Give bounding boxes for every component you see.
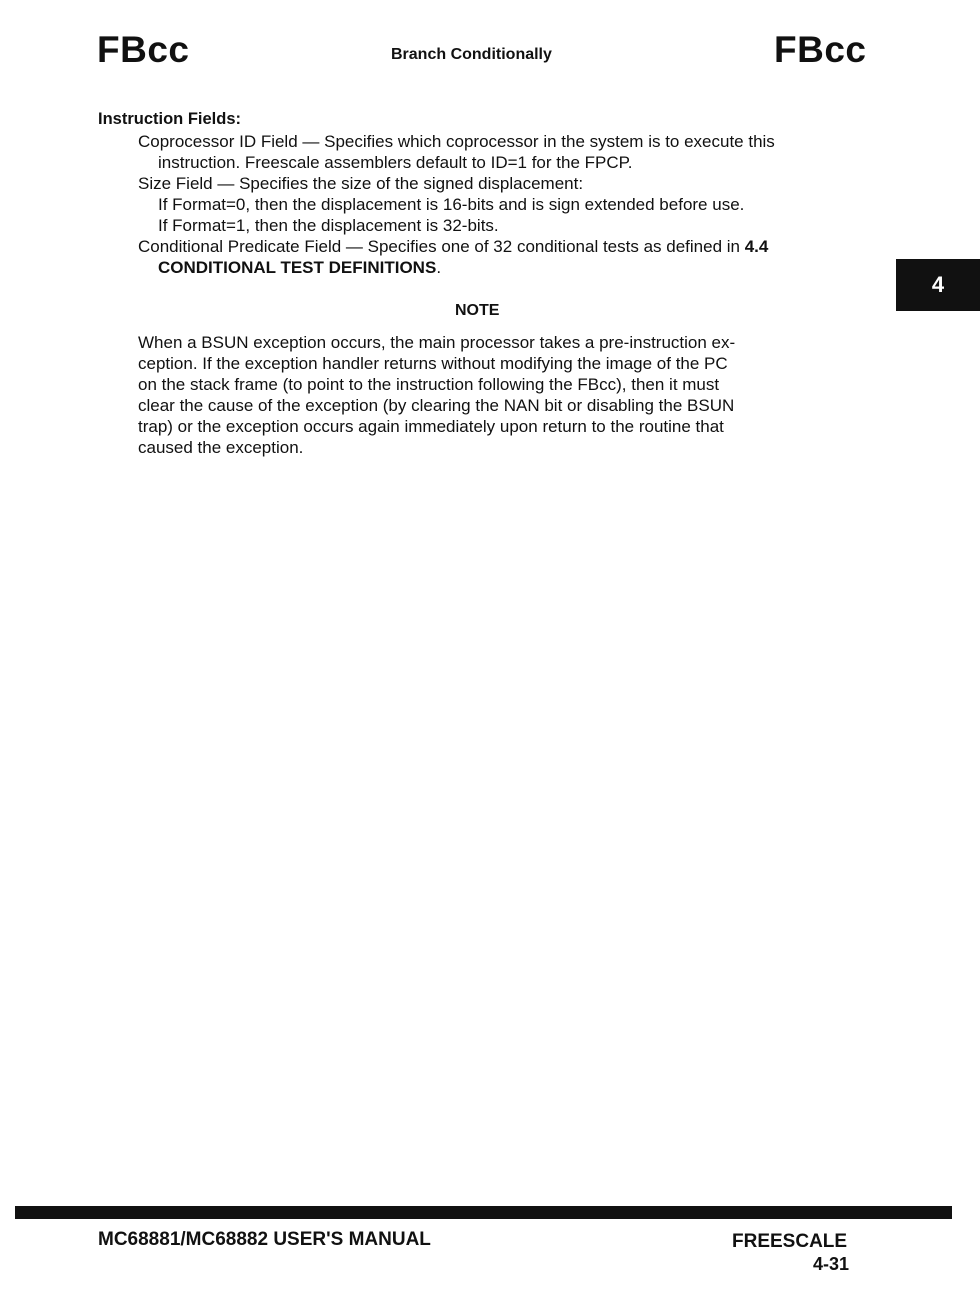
note-line-3: on the stack frame (to point to the instruction following the FBcc), then it must (138, 375, 720, 394)
section-reference-period: . (436, 258, 442, 277)
section-reference-number: 4.4 (744, 237, 769, 256)
size-field-line-1: Size Field — Specifies the size of the signed displacement: (138, 174, 584, 193)
conditional-predicate-line-2 (158, 257, 441, 278)
footer-brand: FREESCALE (732, 1231, 848, 1252)
instruction-mnemonic-right: FBcc (774, 29, 867, 70)
note-heading: NOTE (455, 302, 500, 319)
note-line-4: clear the cause of the exception (by clearing the NAN bit or disabling the BSUN (138, 396, 735, 415)
footer-rule (15, 1206, 952, 1219)
instruction-mnemonic-left: FBcc (97, 29, 190, 70)
coprocessor-id-line-1: Coprocessor ID Field — Specifies which coprocessor in the system is to execute this (138, 132, 775, 151)
page-title: Branch Conditionally (391, 46, 552, 63)
section-reference-title: CONDITIONAL TEST DEFINITIONS (158, 258, 437, 277)
chapter-tab-label: 4 (931, 272, 945, 297)
note-line-1: When a BSUN exception occurs, the main processor takes a pre-instruction ex- (138, 333, 736, 352)
size-field-line-2: If Format=0, then the displacement is 16-bits and is sign extended before use. (158, 195, 745, 214)
coprocessor-id-line-2: instruction. Freescale assemblers default to ID=1 for the FPCP. (158, 153, 633, 172)
page-number: 4-31 (813, 1254, 850, 1274)
footer-manual-title: MC68881/MC68882 USER'S MANUAL (98, 1229, 431, 1250)
size-field-line-3: If Format=1, then the displacement is 32-bits. (158, 216, 499, 235)
chapter-tab (896, 259, 980, 311)
conditional-predicate-line-1 (138, 236, 768, 257)
note-line-6: caused the exception. (138, 438, 304, 457)
conditional-predicate-text: Conditional Predicate Field — Specifies one of 32 conditional tests as defined in (138, 237, 745, 256)
note-line-2: ception. If the exception handler returns without modifying the image of the PC (138, 354, 728, 373)
section-heading: Instruction Fields: (98, 110, 242, 128)
note-line-5: trap) or the exception occurs again immediately upon return to the routine that (138, 417, 724, 436)
